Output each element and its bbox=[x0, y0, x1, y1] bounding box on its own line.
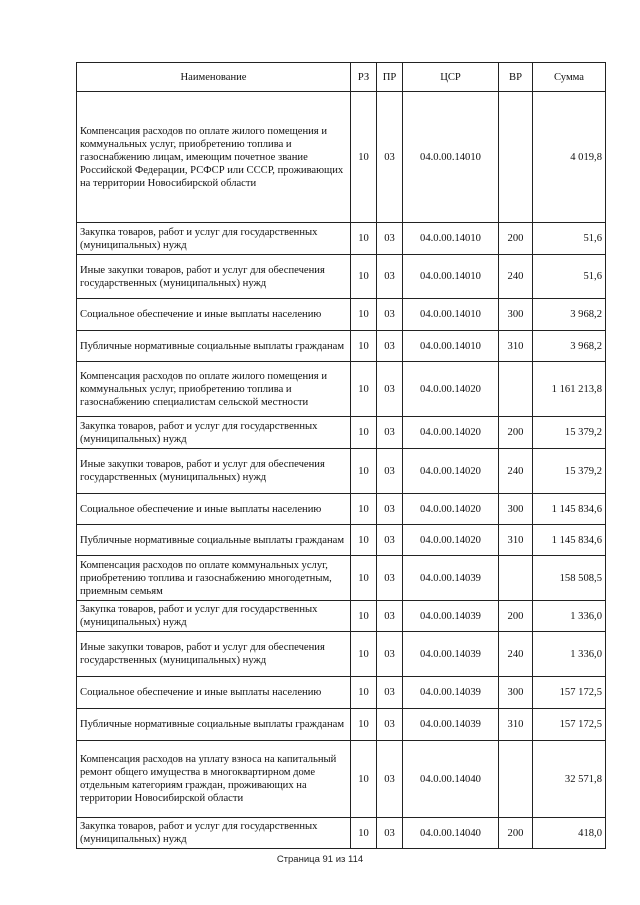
row-name: Закупка товаров, работ и услуг для государственных (муниципальных) нужд bbox=[77, 417, 351, 449]
header-pr: ПР bbox=[377, 63, 403, 92]
table-row bbox=[77, 494, 606, 525]
row-vr: 300 bbox=[499, 677, 533, 709]
row-pr: 03 bbox=[377, 494, 403, 525]
row-sum: 32 571,8 bbox=[533, 741, 606, 818]
row-vr: 300 bbox=[499, 494, 533, 525]
row-name: Публичные нормативные социальные выплаты гражданам bbox=[77, 331, 351, 362]
row-pr: 03 bbox=[377, 255, 403, 299]
row-name: Публичные нормативные социальные выплаты гражданам bbox=[77, 709, 351, 741]
row-csr: 04.0.00.14039 bbox=[403, 677, 499, 709]
row-csr: 04.0.00.14039 bbox=[403, 601, 499, 632]
row-vr bbox=[499, 556, 533, 601]
row-pr: 03 bbox=[377, 709, 403, 741]
row-vr bbox=[499, 362, 533, 417]
row-vr: 300 bbox=[499, 299, 533, 331]
table-row bbox=[77, 255, 606, 299]
row-sum: 1 145 834,6 bbox=[533, 494, 606, 525]
row-csr: 04.0.00.14039 bbox=[403, 709, 499, 741]
table-row bbox=[77, 449, 606, 494]
row-rz: 10 bbox=[351, 331, 377, 362]
row-rz: 10 bbox=[351, 494, 377, 525]
row-pr: 03 bbox=[377, 525, 403, 556]
row-name: Компенсация расходов по оплате жилого помещения и коммунальных услуг, приобретению топлива и газоснабжению специалистам сельской местности bbox=[77, 362, 351, 417]
row-pr: 03 bbox=[377, 299, 403, 331]
row-name: Компенсация расходов по оплате жилого помещения и коммунальных услуг, приобретению топлива и газоснабжению лицам, имеющим почетное звание Российской Федерации, РСФСР или СССР, проживающих на территории Новосибирской области bbox=[77, 92, 351, 223]
row-rz: 10 bbox=[351, 362, 377, 417]
row-rz: 10 bbox=[351, 92, 377, 223]
row-name: Иные закупки товаров, работ и услуг для обеспечения государственных (муниципальных) нужд bbox=[77, 632, 351, 677]
row-csr: 04.0.00.14010 bbox=[403, 299, 499, 331]
row-vr: 310 bbox=[499, 709, 533, 741]
row-vr: 240 bbox=[499, 255, 533, 299]
row-csr: 04.0.00.14020 bbox=[403, 449, 499, 494]
row-sum: 157 172,5 bbox=[533, 677, 606, 709]
table-row bbox=[77, 601, 606, 632]
row-csr: 04.0.00.14040 bbox=[403, 818, 499, 849]
row-vr: 200 bbox=[499, 417, 533, 449]
row-rz: 10 bbox=[351, 255, 377, 299]
row-name: Иные закупки товаров, работ и услуг для обеспечения государственных (муниципальных) нужд bbox=[77, 255, 351, 299]
row-rz: 10 bbox=[351, 741, 377, 818]
row-pr: 03 bbox=[377, 632, 403, 677]
row-name: Публичные нормативные социальные выплаты гражданам bbox=[77, 525, 351, 556]
row-vr: 310 bbox=[499, 331, 533, 362]
row-pr: 03 bbox=[377, 556, 403, 601]
budget-table bbox=[76, 62, 606, 849]
table-row bbox=[77, 556, 606, 601]
row-sum: 15 379,2 bbox=[533, 417, 606, 449]
header-vr: ВР bbox=[499, 63, 533, 92]
row-name: Иные закупки товаров, работ и услуг для обеспечения государственных (муниципальных) нужд bbox=[77, 449, 351, 494]
row-rz: 10 bbox=[351, 223, 377, 255]
row-csr: 04.0.00.14039 bbox=[403, 556, 499, 601]
table-row bbox=[77, 299, 606, 331]
row-csr: 04.0.00.14020 bbox=[403, 362, 499, 417]
row-vr bbox=[499, 741, 533, 818]
row-rz: 10 bbox=[351, 632, 377, 677]
row-sum: 4 019,8 bbox=[533, 92, 606, 223]
row-rz: 10 bbox=[351, 299, 377, 331]
row-rz: 10 bbox=[351, 525, 377, 556]
row-sum: 1 161 213,8 bbox=[533, 362, 606, 417]
row-pr: 03 bbox=[377, 92, 403, 223]
row-csr: 04.0.00.14020 bbox=[403, 494, 499, 525]
row-csr: 04.0.00.14010 bbox=[403, 92, 499, 223]
row-name: Социальное обеспечение и иные выплаты населению bbox=[77, 494, 351, 525]
table-row bbox=[77, 632, 606, 677]
row-name: Компенсация расходов по оплате коммунальных услуг, приобретению топлива и газоснабжению многодетным, приемным семьям bbox=[77, 556, 351, 601]
table-row bbox=[77, 677, 606, 709]
table-row bbox=[77, 525, 606, 556]
table-row bbox=[77, 362, 606, 417]
row-pr: 03 bbox=[377, 362, 403, 417]
row-pr: 03 bbox=[377, 677, 403, 709]
row-sum: 418,0 bbox=[533, 818, 606, 849]
row-pr: 03 bbox=[377, 417, 403, 449]
row-name: Закупка товаров, работ и услуг для государственных (муниципальных) нужд bbox=[77, 601, 351, 632]
row-vr bbox=[499, 92, 533, 223]
header-sum: Сумма bbox=[533, 63, 606, 92]
row-pr: 03 bbox=[377, 741, 403, 818]
row-rz: 10 bbox=[351, 677, 377, 709]
page-number: Страница 91 из 114 bbox=[276, 854, 364, 865]
row-vr: 240 bbox=[499, 632, 533, 677]
row-pr: 03 bbox=[377, 223, 403, 255]
table-row bbox=[77, 331, 606, 362]
row-rz: 10 bbox=[351, 709, 377, 741]
row-pr: 03 bbox=[377, 449, 403, 494]
row-rz: 10 bbox=[351, 818, 377, 849]
row-sum: 1 336,0 bbox=[533, 632, 606, 677]
row-sum: 158 508,5 bbox=[533, 556, 606, 601]
table-row bbox=[77, 417, 606, 449]
row-rz: 10 bbox=[351, 556, 377, 601]
row-pr: 03 bbox=[377, 818, 403, 849]
row-vr: 200 bbox=[499, 223, 533, 255]
row-rz: 10 bbox=[351, 449, 377, 494]
row-name: Компенсация расходов на уплату взноса на капитальный ремонт общего имущества в многоквартирном доме отдельным категориям граждан, проживающих на территории Новосибирской области bbox=[77, 741, 351, 818]
row-sum: 157 172,5 bbox=[533, 709, 606, 741]
row-name: Закупка товаров, работ и услуг для государственных (муниципальных) нужд bbox=[77, 818, 351, 849]
row-csr: 04.0.00.14040 bbox=[403, 741, 499, 818]
header-rz: РЗ bbox=[351, 63, 377, 92]
row-sum: 1 336,0 bbox=[533, 601, 606, 632]
header-csr: ЦСР bbox=[403, 63, 499, 92]
table-row bbox=[77, 818, 606, 849]
row-csr: 04.0.00.14020 bbox=[403, 525, 499, 556]
table-row bbox=[77, 92, 606, 223]
row-name: Социальное обеспечение и иные выплаты населению bbox=[77, 677, 351, 709]
header-row bbox=[77, 63, 606, 92]
row-pr: 03 bbox=[377, 601, 403, 632]
row-sum: 51,6 bbox=[533, 223, 606, 255]
header-name: Наименование bbox=[77, 63, 351, 92]
row-sum: 15 379,2 bbox=[533, 449, 606, 494]
row-name: Закупка товаров, работ и услуг для государственных (муниципальных) нужд bbox=[77, 223, 351, 255]
row-rz: 10 bbox=[351, 417, 377, 449]
row-name: Социальное обеспечение и иные выплаты населению bbox=[77, 299, 351, 331]
table-row bbox=[77, 709, 606, 741]
row-csr: 04.0.00.14010 bbox=[403, 331, 499, 362]
row-csr: 04.0.00.14020 bbox=[403, 417, 499, 449]
table-row bbox=[77, 223, 606, 255]
table-row bbox=[77, 741, 606, 818]
row-csr: 04.0.00.14039 bbox=[403, 632, 499, 677]
row-vr: 200 bbox=[499, 818, 533, 849]
row-vr: 310 bbox=[499, 525, 533, 556]
row-csr: 04.0.00.14010 bbox=[403, 255, 499, 299]
row-sum: 3 968,2 bbox=[533, 331, 606, 362]
row-rz: 10 bbox=[351, 601, 377, 632]
row-sum: 51,6 bbox=[533, 255, 606, 299]
row-sum: 1 145 834,6 bbox=[533, 525, 606, 556]
row-csr: 04.0.00.14010 bbox=[403, 223, 499, 255]
row-vr: 240 bbox=[499, 449, 533, 494]
row-pr: 03 bbox=[377, 331, 403, 362]
row-sum: 3 968,2 bbox=[533, 299, 606, 331]
row-vr: 200 bbox=[499, 601, 533, 632]
